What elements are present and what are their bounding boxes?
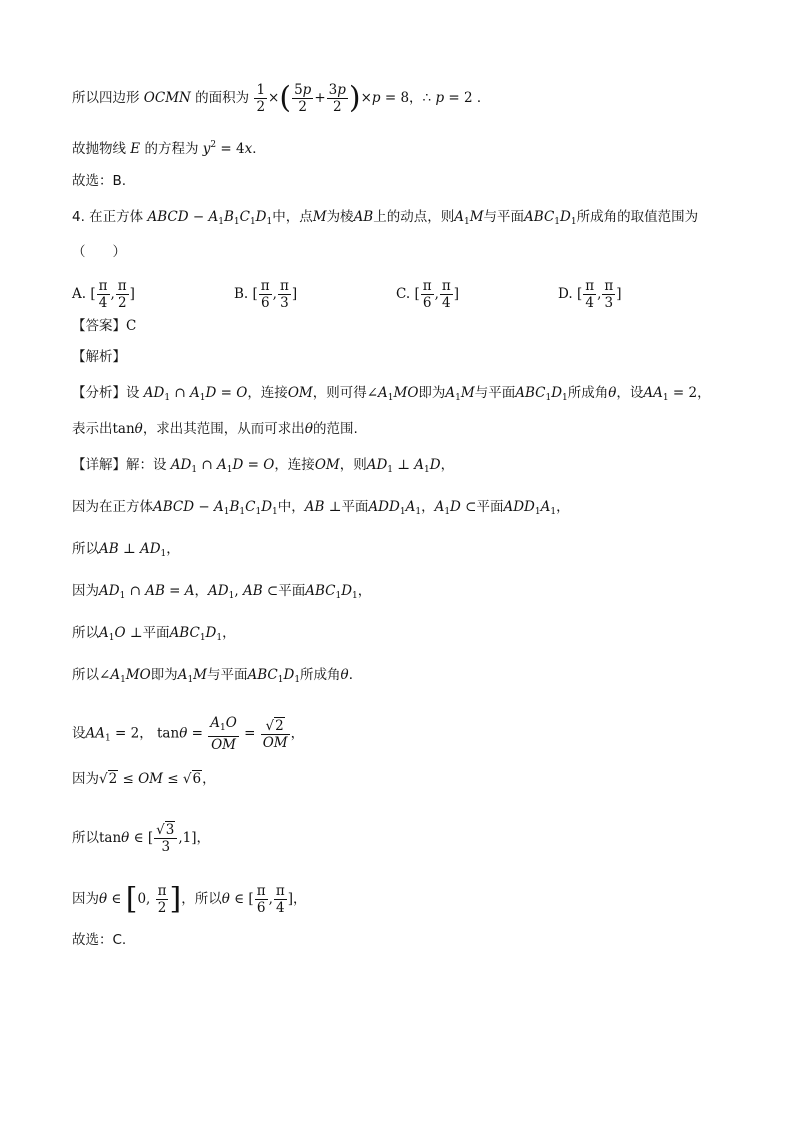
options-row xyxy=(72,278,722,312)
question-paren: （ ） xyxy=(72,244,126,260)
option-d[interactable]: D. [ $\frac{\pi}{4}$ , $\frac{\pi}{3}$ ] xyxy=(558,278,622,311)
step-5: 所以$\angle A_1MO$即为$A_1M$与平面$ABC_1D_1$所成角θ． xyxy=(72,667,363,685)
choice-b-line: 故选：B. xyxy=(72,173,127,189)
step-8: 所以tanθ ∈ [ $\frac{√3}{3}$ ,1]， xyxy=(72,822,211,855)
analysis-label: 【解析】 xyxy=(72,349,126,365)
fraction: $\frac{1}{2}$ xyxy=(256,82,266,115)
step-7: 因为√2 ≤ OM ≤ √6， xyxy=(72,771,216,787)
option-b[interactable]: B. [ $\frac{\pi}{6}$ , $\frac{\pi}{3}$ ] xyxy=(234,278,298,311)
fenxi-line-2: 表示出tanθ，求出其范围，从而可求出θ的范围. xyxy=(72,421,358,437)
option-c[interactable]: C. [ $\frac{\pi}{6}$ , $\frac{\pi}{4}$ ] xyxy=(396,278,460,311)
fenxi-line: 【分析】设 $AD_1$ ∩ $A_1D = O$，连接OM，则可得$\angle A_1MO$即为$A_1M$与平面$ABC_1D_1$所成角θ，设$AA_1 = 2$， xyxy=(72,385,711,403)
answer-line: 【答案】C xyxy=(72,318,137,334)
option-a[interactable]: A. [ $\frac{\pi}{4}$ , $\frac{\pi}{2}$ ] xyxy=(72,278,135,311)
step-2: 所以AB ⊥ $AD_1$， xyxy=(72,541,180,559)
step-6: 设$AA_1 = 2$， tanθ = $\frac{A_1O}{OM}$ = $\frac{√2}{OM}$ ， xyxy=(72,715,305,753)
xiangjie-line: 【详解】解：设 $AD_1$ ∩ $A_1D = O$，连接OM，则$AD_1$ ⊥ $A_1D$， xyxy=(72,457,455,475)
step-3: 因为$AD_1$ ∩ AB = A，$AD_1$, AB ⊂平面$ABC_1D_1$， xyxy=(72,583,372,601)
parabola-line: 故抛物线 E 的方程为 $y^2 = 4x$． xyxy=(72,140,266,157)
area-line: 所以四边形 OCMN 的面积为 $\frac{1}{2}$ ×( $\frac{5p}{2}$ + $\frac{3p}{2}$ )×p = 8，∴ p = 2 ． xyxy=(72,80,491,116)
step-1: 因为在正方体ABCD − $A_1B_1C_1D_1$中，AB ⊥平面$ADD_1A_1$，$A_1D$ ⊂平面$ADD_1A_1$， xyxy=(72,499,570,517)
step-4: 所以$A_1O$ ⊥平面$ABC_1D_1$， xyxy=(72,625,236,643)
final-answer: 故选：C. xyxy=(72,932,127,948)
question-4: 4. 在正方体 ABCD − $A_1B_1C_1D_1$中，点M为棱AB上的动点，则$A_1M$与平面$ABC_1D_1$所成角的取值范围为 xyxy=(72,209,699,227)
step-9: 因为θ ∈ [0, $\frac{\pi}{2}$ ]，所以θ ∈ [ $\frac{\pi}{6}$ , $\frac{\pi}{4}$ ]， xyxy=(72,881,307,917)
